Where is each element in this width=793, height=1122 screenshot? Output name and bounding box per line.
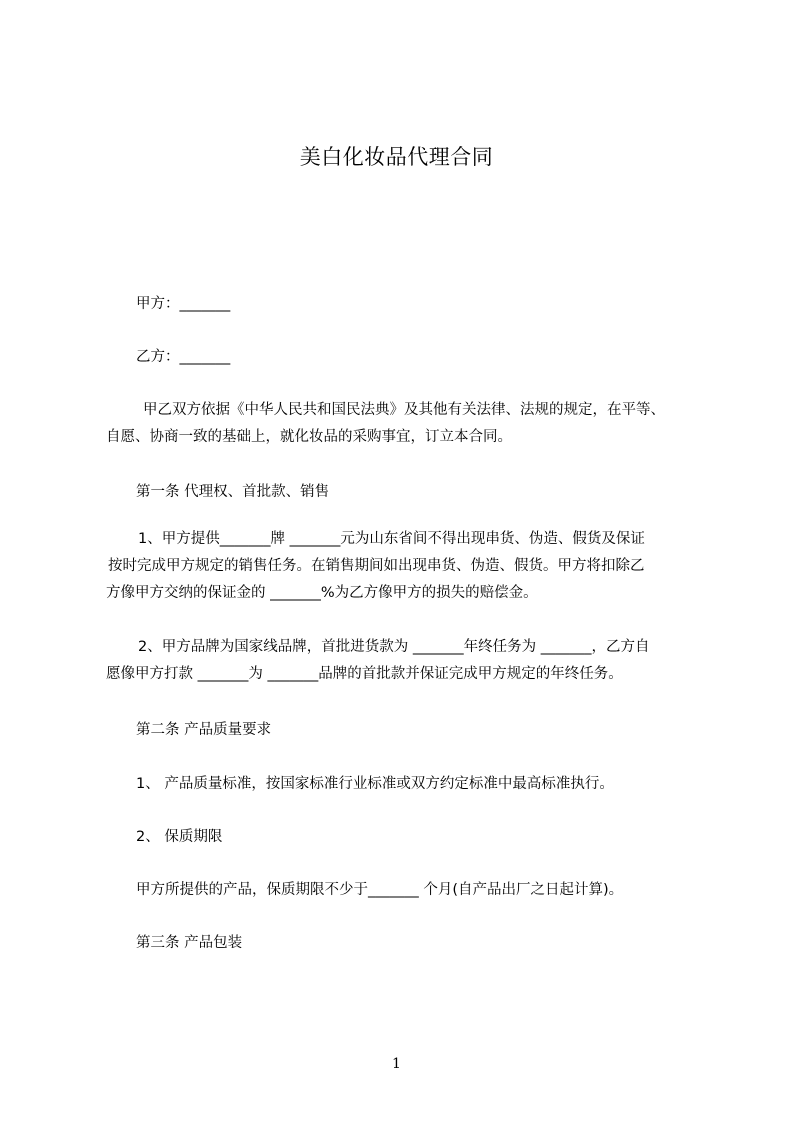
article-2-item-2: 2、 保质期限 (136, 829, 223, 845)
article-1-item-2-line-1: 2、甲方品牌为国家线品牌，首批进货款为 _______年终任务为 _______，乙方自 (138, 639, 650, 655)
article-1-item-2-line-2: 愿像甲方打款 _______为 _______品牌的首批款并保证完成甲方规定的年终任务。 (106, 666, 623, 682)
article-1-item-1 (0, 526, 645, 607)
article-2-item-1: 1、 产品质量标准，按国家标准行业标准或双方约定标准中最高标准执行。 (136, 776, 614, 792)
party-b-line: 乙方：_______ (136, 349, 231, 365)
page-number: 1 (392, 1056, 401, 1072)
article-2-heading: 第二条 产品质量要求 (136, 722, 272, 738)
article-1-heading: 第一条 代理权、首批款、销售 (136, 484, 330, 500)
preamble-line-2: 自愿、协商一致的基础上，就化妆品的采购事宜，订立本合同。 (106, 429, 512, 445)
article-2-item-2-text: 甲方所提供的产品，保质期限不少于_______ 个月(自产品出厂之日起计算)。 (136, 882, 624, 898)
article-1-item-1-line-2: 按时完成甲方规定的销售任务。在销售期间如出现串货、伪造、假货。甲方将扣除乙 (108, 558, 645, 574)
party-a-line: 甲方：_______ (136, 296, 231, 312)
preamble-paragraph (0, 397, 665, 451)
article-3-heading: 第三条 产品包装 (136, 935, 243, 951)
article-1-item-2 (0, 634, 649, 688)
document-title: 美白化妆品代理合同 (299, 145, 494, 169)
article-1-item-1-line-3: 方像甲方交纳的保证金的 _______%为乙方像甲方的损失的赔偿金。 (106, 585, 538, 601)
preamble-line-1: 甲乙双方依据《中华人民共和国民法典》及其他有关法律、法规的规定，在平等、 (143, 402, 665, 418)
article-1-item-1-line-1: 1、甲方提供_______牌 _______元为山东省间不得出现串货、伪造、假货及保证 (138, 531, 645, 547)
